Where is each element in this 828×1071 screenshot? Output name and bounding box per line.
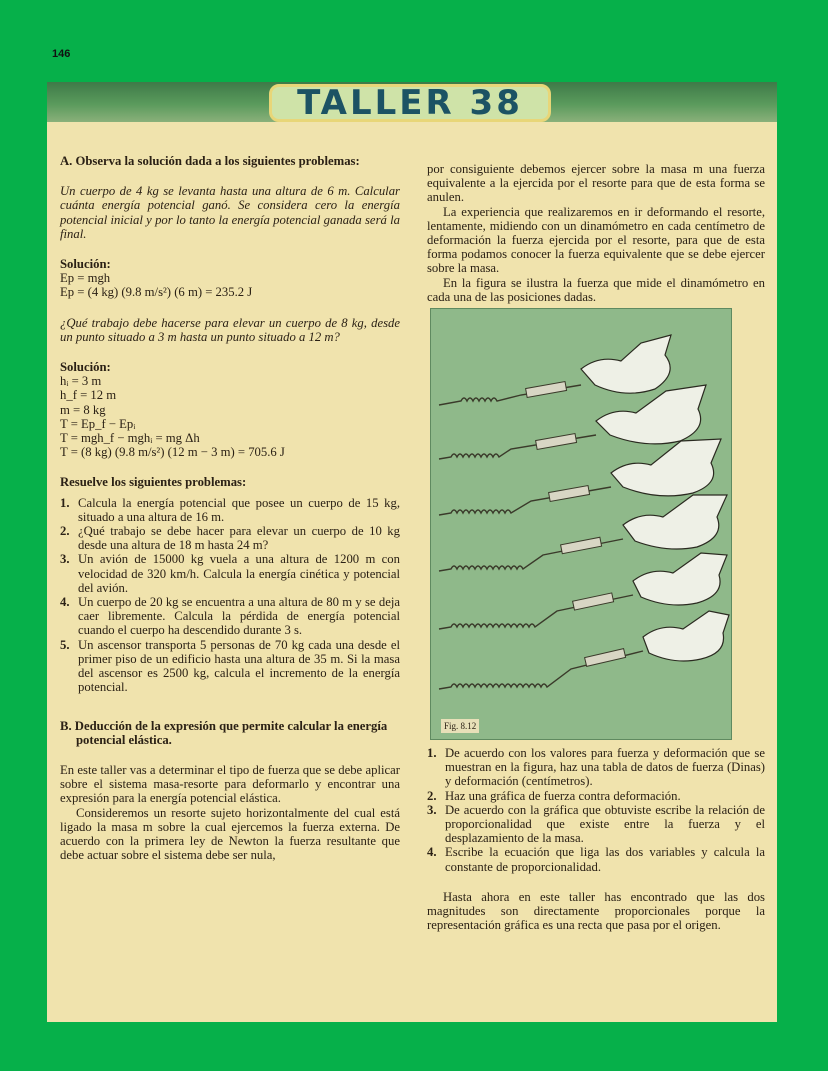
section-a-heading: A. Observa la solución dada a los siguientes problemas:	[60, 154, 360, 168]
textbook-page	[47, 82, 777, 1022]
solution-2-line: T = mgh_f − mghᵢ = mg Δh	[60, 431, 200, 446]
solution-1-line: Ep = mgh	[60, 271, 111, 286]
list-item: 1. De acuerdo con los valores para fuerza y deformación que se muestran en la figura, haz una tabla de datos de fuerza (Dinas) y deformación (centímetros).	[427, 746, 765, 789]
page-number: 146	[52, 48, 71, 60]
section-b-paragraph: Consideremos un resorte sujeto horizontalmente del cual está ligado la masa m sobre la cual ejercemos la fuerza externa. De acuerdo con la primera ley de Newton la fuerza resultante que debe actuar sobre el sistema debe ser nula,	[60, 805, 400, 863]
exercise-list	[60, 496, 400, 695]
solution-2-line: T = Ep_f − Epᵢ	[60, 416, 136, 431]
list-item: 2. ¿Qué trabajo se debe hacer para elevar un cuerpo de 10 kg desde una altura de 18 m hasta 24 m?	[60, 524, 400, 553]
list-item: 3. Un avión de 15000 kg vuela a una altura de 1200 m con velocidad de 320 km/h. Calcula la energía cinética y potencial del avión.	[60, 552, 400, 595]
page-title: TALLER 38	[297, 83, 523, 123]
hands	[581, 335, 729, 661]
solution-1-label: Solución:	[60, 257, 111, 272]
section-b-heading: B. Deducción de la expresión que permite calcular la energía potencial elástica.	[60, 718, 388, 747]
section-b-paragraph: En este taller vas a determinar el tipo de fuerza que se debe aplicar sobre el sistema masa-resorte para deformarlo y encontrar una expresión para la energía potencial elástica.	[60, 762, 400, 806]
problem-1: Un cuerpo de 4 kg se levanta hasta una altura de 6 m. Calcular cuánta energía potencial ganó. Se considera cero la energía potencial inicial y por lo tanto la energía potencial ganada será la final.	[60, 184, 400, 241]
figure-caption: Fig. 8.12	[441, 719, 479, 733]
exercises-heading: Resuelve los siguientes problemas:	[60, 475, 247, 490]
solution-2-label: Solución:	[60, 360, 111, 375]
title-banner	[47, 82, 777, 122]
list-item: 1. Calcula la energía potencial que posee un cuerpo de 15 kg, situado a una altura de 16 m.	[60, 495, 400, 524]
problem-2: ¿Qué trabajo debe hacerse para elevar un cuerpo de 8 kg, desde un punto situado a 3 m hasta un punto situado a 12 m?	[60, 315, 400, 344]
solution-2-line: h_f = 12 m	[60, 388, 117, 403]
right-column	[427, 162, 765, 932]
list-item: 5. Un ascensor transporta 5 personas de 70 kg cada una desde el primer piso de un edificio hasta una altura de 35 m. Si la masa del ascensor es 2500 kg, calcula el incremento de la energía potencial.	[60, 637, 400, 695]
solution-2-line: m = 8 kg	[60, 402, 106, 417]
closing-paragraph: Hasta ahora en este taller has encontrado que las dos magnitudes son directamente proporcionales porque la representación gráfica es una recta que pasa por el origen.	[427, 889, 765, 933]
solution-2-line: hᵢ = 3 m	[60, 374, 102, 389]
left-column	[60, 154, 400, 862]
list-item: 4. Un cuerpo de 20 kg se encuentra a una altura de 80 m y se deja caer libremente. Calcula la pérdida de energía potencial cuando el cuerpo ha descendido durante 3 s.	[60, 595, 400, 638]
solution-2-line: T = (8 kg) (9.8 m/s²) (12 m − 3 m) = 705.6 J	[60, 445, 285, 460]
solution-1-line: Ep = (4 kg) (9.8 m/s²) (6 m) = 235.2 J	[60, 285, 253, 300]
list-item: 2. Haz una gráfica de fuerza contra deformación.	[427, 788, 681, 803]
right-paragraph: La experiencia que realizaremos en ir deformando el resorte, lentamente, midiendo con un dinamómetro en cada centímetro de deformación la fuerza ejercida por el resorte, para que de esta forma podamos conocer la fuerza equivalente que se debe ejercer sobre la masa.	[427, 204, 765, 276]
activity-list	[427, 746, 765, 874]
spring-illustration	[431, 309, 731, 739]
right-paragraph: En la figura se ilustra la fuerza que mide el dinamómetro en cada una de las posiciones dadas.	[427, 275, 765, 304]
spring-dynamometer-figure	[430, 308, 732, 740]
right-paragraph: por consiguiente debemos ejercer sobre la masa m una fuerza equivalente a la ejercida por el resorte para que de esta forma se anulen.	[427, 162, 765, 205]
title-box	[269, 84, 551, 122]
list-item: 3. De acuerdo con la gráfica que obtuviste escribe la relación de proporcionalidad que existe entre la fuerza y el desplazamiento de la masa.	[427, 802, 765, 846]
list-item: 4. Escribe la ecuación que liga las dos variables y calcula la constante de proporcionalidad.	[427, 845, 765, 874]
